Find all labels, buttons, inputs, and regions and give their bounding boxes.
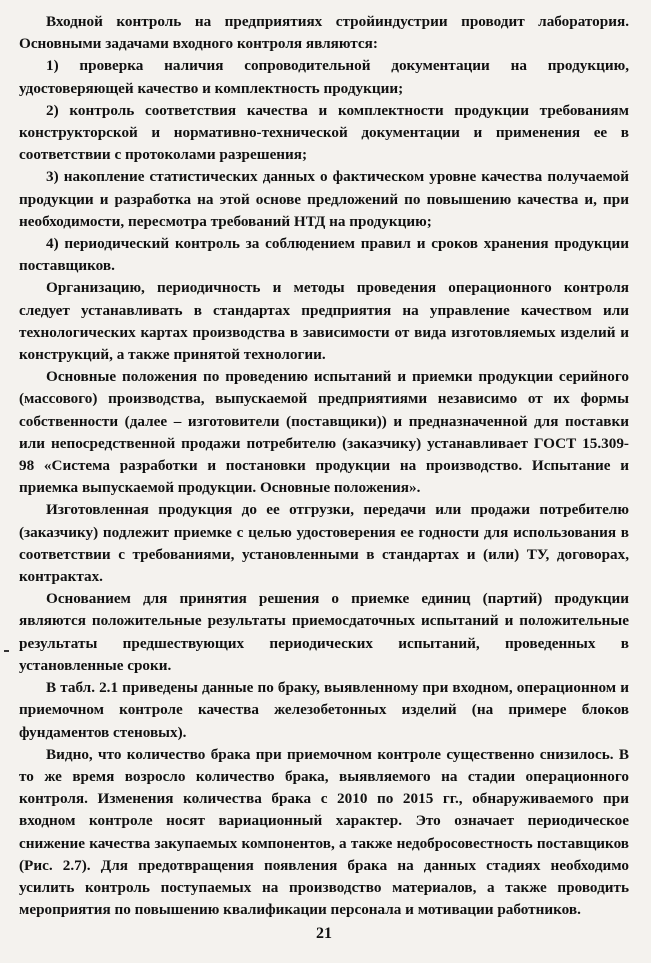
- paragraph-conclusion: Видно, что количество брака при приемочном контроле существенно снизилось. В то же время возросло количество брака, выявляемого на стадии операционного контроля. Изменения количества брака с 2010 по 2015 гг., обнаруживаемого при входном контроле носят вариационный характер. Это означает периодическое снижение качества закупаемых компонентов, а также недобросовестность поставщиков (Рис. 2.7). Для предотвращения появления брака на данных стадиях необходимо усилить контроль поступаемых на производство материалов, а также проводить мероприятия по повышению квалификации персонала и мотивации работников.: [19, 745, 629, 919]
- paragraph-table-reference: В табл. 2.1 приведены данные по браку, выявленному при входном, операционном и приемочном контроле качества железобетонных изделий (на примере блоков фундаментов стеновых).: [19, 679, 629, 741]
- paragraph-operational-control: Организацию, периодичность и методы проведения операционного контроля следует устанавливать в стандартах предприятия на управление качеством или технологических картах производства в зависимости от вида изготовляемых изделий и конструкций, а также принятой технологии.: [19, 279, 629, 364]
- list-item-4: 4) периодический контроль за соблюдением правил и сроков хранения продукции поставщиков.: [19, 235, 629, 275]
- paragraph-intro: Входной контроль на предприятиях стройиндустрии проводит лаборатория. Основными задачами входного контроля являются:: [19, 13, 629, 53]
- document-page: [19, 11, 629, 951]
- list-item-1: 1) проверка наличия сопроводительной документации на продукцию, удостоверяющей качество и комплектность продукции;: [19, 57, 629, 97]
- paragraph-acceptance: Изготовленная продукция до ее отгрузки, передачи или продажи потребителю (заказчику) подлежит приемке с целью удостоверения ее годности для использования в соответствии с требованиями, установленными в стандартах и (или) ТУ, договорах, контрактах.: [19, 501, 629, 586]
- paragraph-decision-basis: Основанием для принятия решения о приемке единиц (партий) продукции являются положительные результаты приемосдаточных испытаний и положительные результаты предшествующих периодических испытаний, проведенных в установленные сроки.: [19, 590, 629, 674]
- page-number: 21: [316, 925, 332, 942]
- list-item-3: 3) накопление статистических данных о фактическом уровне качества получаемой продукции и разработка на этой основе предложений по повышению качества и, при необходимости, пересмотра требований НТД на продукцию;: [19, 168, 629, 230]
- paragraph-gost: Основные положения по проведению испытаний и приемки продукции серийного (массового) производства, выпускаемой предприятиями независимо от их формы собственности (далее – изготовители (поставщики)) и предназначенной для поставки или непосредственной продажи потребителю (заказчику) устанавливает ГОСТ 15.309-98 «Система разработки и постановки продукции на производство. Испытание и приемка выпускаемой продукции. Основные положения».: [19, 368, 629, 497]
- list-item-2: 2) контроль соответствия качества и комплектности продукции требованиям конструкторской и нормативно-технической документации и применения ее в соответствии с протоколами разрешения;: [19, 101, 629, 164]
- margin-mark: [4, 650, 9, 652]
